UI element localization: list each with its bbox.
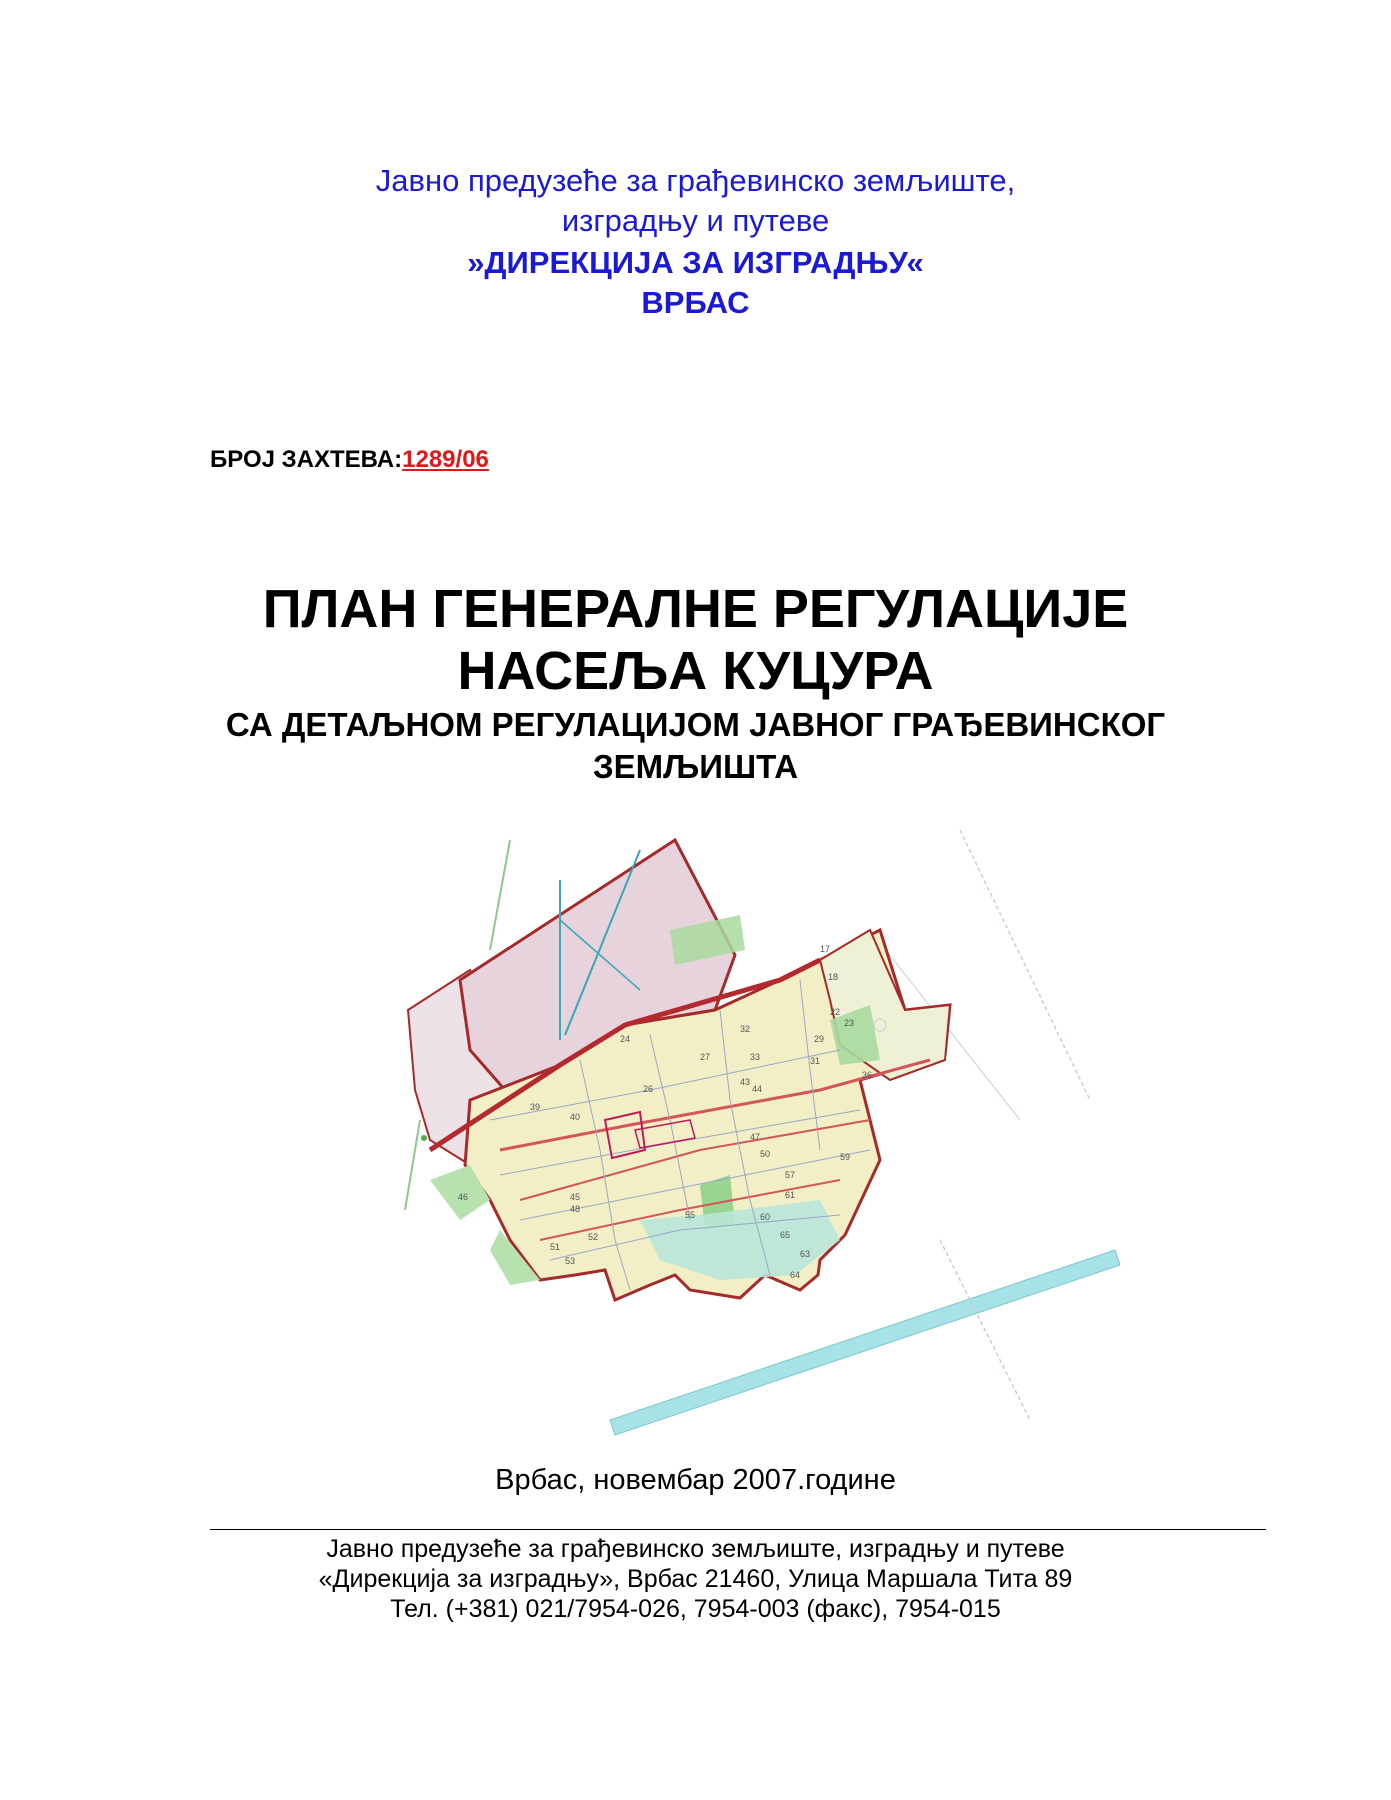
org-name-line1: Јавно предузеће за грађевинско земљиште,: [375, 163, 1016, 198]
zone-label: 52: [588, 1232, 599, 1242]
plan-title-line2: НАСЕЉА КУЦУРА: [457, 641, 934, 701]
footer-divider: [210, 1529, 1266, 1530]
request-label: БРОЈ ЗАХТЕВА:: [210, 446, 403, 473]
zone-label: 36: [862, 1070, 873, 1080]
zone-label: 17: [820, 944, 831, 954]
zone-label: 43: [740, 1077, 751, 1087]
request-value: 1289/06: [402, 446, 489, 473]
zone-label: 65: [780, 1230, 791, 1240]
map-survey-line: [405, 1120, 420, 1210]
footer-line2: «Дирекција за изградњу», Врбас 21460, Улица Маршала Тита 89: [318, 1565, 1073, 1593]
zone-label: 57: [785, 1170, 796, 1180]
map-survey-line: [490, 840, 510, 950]
org-city: ВРБАС: [641, 285, 750, 320]
zone-label: 40: [570, 1112, 581, 1122]
zone-label: 47: [750, 1132, 761, 1142]
zone-label: 63: [800, 1249, 811, 1259]
zone-label: 64: [790, 1270, 801, 1280]
zone-label: 29: [814, 1034, 825, 1044]
zone-label: 24: [620, 1034, 631, 1044]
zone-label: 48: [570, 1204, 581, 1214]
map-survey-line: [940, 1240, 1030, 1420]
zone-label: 44: [752, 1084, 763, 1094]
request-number: [210, 445, 489, 475]
zone-label: 60: [760, 1212, 771, 1222]
zone-label: 61: [785, 1190, 796, 1200]
zone-label: 27: [700, 1052, 711, 1062]
zone-label: 31: [810, 1056, 821, 1066]
zone-label: 39: [530, 1102, 541, 1112]
footer-line3: Тел. (+381) 021/7954-026, 7954-003 (факс), 7954-015: [390, 1595, 1001, 1623]
zone-label: 32: [740, 1024, 751, 1034]
plan-subtitle-line1: СА ДЕТАЉНОМ РЕГУЛАЦИЈОМ ЈАВНОГ ГРАЂЕВИНСКОГ: [225, 706, 1166, 743]
zone-label: 18: [828, 972, 839, 982]
place-and-date: Врбас, новембар 2007.године: [495, 1464, 896, 1496]
map-marker: [421, 1135, 427, 1141]
plan-subtitle-line2: ЗЕМЉИШТА: [592, 748, 799, 785]
settlement-map: [400, 820, 1120, 1440]
zone-label: 33: [750, 1052, 761, 1062]
footer-line1: Јавно предузеће за грађевинско земљиште, изградњу и путеве: [326, 1535, 1065, 1563]
zone-label: 26: [643, 1084, 654, 1094]
zone-label: 53: [565, 1256, 576, 1266]
zone-label: 46: [458, 1192, 469, 1202]
zone-label: 23: [844, 1018, 855, 1028]
map-survey-line: [960, 830, 1090, 1100]
zone-label: 55: [685, 1210, 696, 1220]
plan-title-line1: ПЛАН ГЕНЕРАЛНЕ РЕГУЛАЦИЈЕ: [262, 579, 1129, 639]
org-title: »ДИРЕКЦИЈА ЗА ИЗГРАДЊУ«: [467, 245, 924, 280]
org-name-line2: изградњу и путеве: [561, 203, 830, 238]
zone-label: 59: [840, 1152, 851, 1162]
zone-label: 22: [830, 1007, 841, 1017]
zone-label: 45: [570, 1192, 581, 1202]
zone-label: 50: [760, 1149, 771, 1159]
zone-label: 51: [550, 1242, 561, 1252]
